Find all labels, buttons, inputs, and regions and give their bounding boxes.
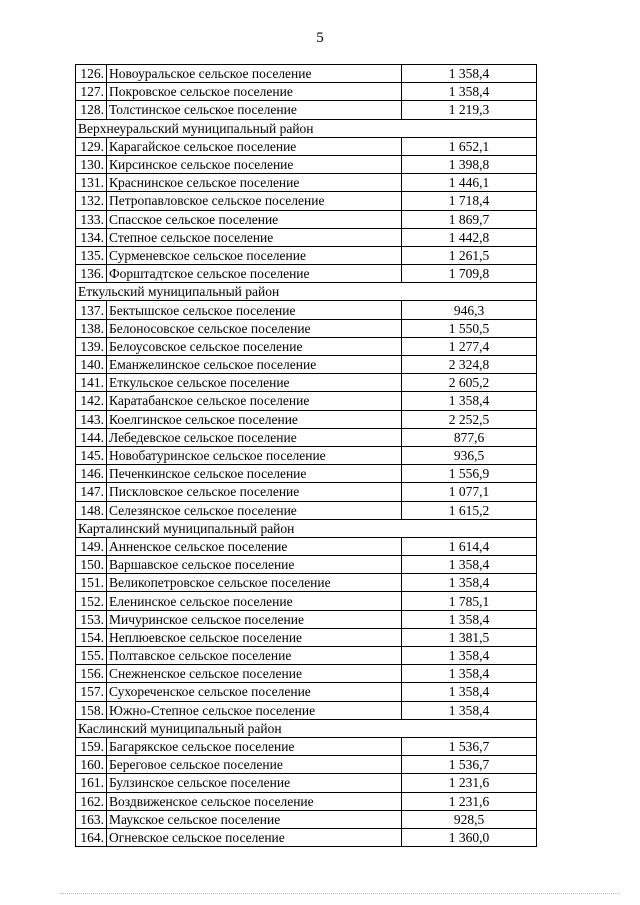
row-number: 157. — [76, 683, 107, 701]
settlement-value: 1 231,6 — [402, 792, 537, 810]
table-row — [76, 828, 537, 846]
settlement-value: 1 358,4 — [402, 610, 537, 628]
settlement-name: Кирсинское сельское поселение — [107, 155, 402, 173]
table-row — [76, 210, 537, 228]
table-row — [76, 246, 537, 264]
settlement-name: Бектышское сельское поселение — [107, 301, 402, 319]
settlement-name: Полтавское сельское поселение — [107, 647, 402, 665]
settlement-name: Великопетровское сельское поселение — [107, 574, 402, 592]
table-row — [76, 592, 537, 610]
settlement-value: 1 536,7 — [402, 737, 537, 755]
settlement-name: Анненское сельское поселение — [107, 537, 402, 555]
settlements-table — [75, 64, 537, 847]
row-number: 158. — [76, 701, 107, 719]
row-number: 159. — [76, 737, 107, 755]
table-row — [76, 647, 537, 665]
settlement-value: 2 324,8 — [402, 356, 537, 374]
table-row — [76, 446, 537, 464]
settlement-value: 1 077,1 — [402, 483, 537, 501]
table-row — [76, 483, 537, 501]
settlement-name: Новоуральское сельское поселение — [107, 65, 402, 83]
row-number: 136. — [76, 265, 107, 283]
table-body — [76, 65, 537, 847]
settlement-value: 1 785,1 — [402, 592, 537, 610]
row-number: 130. — [76, 155, 107, 173]
district-name: Верхнеуральский муниципальный район — [76, 119, 537, 137]
settlement-value: 1 652,1 — [402, 137, 537, 155]
settlement-value: 877,6 — [402, 428, 537, 446]
row-number: 146. — [76, 465, 107, 483]
settlement-value: 1 358,4 — [402, 83, 537, 101]
table-row — [76, 228, 537, 246]
page-number: 5 — [316, 30, 324, 46]
settlement-value: 1 709,8 — [402, 265, 537, 283]
settlement-value: 1 381,5 — [402, 628, 537, 646]
settlement-name: Булзинское сельское поселение — [107, 774, 402, 792]
settlement-value: 1 358,4 — [402, 647, 537, 665]
table-row — [76, 337, 537, 355]
row-number: 135. — [76, 246, 107, 264]
settlement-name: Варшавское сельское поселение — [107, 556, 402, 574]
table-row — [76, 356, 537, 374]
table-row — [76, 556, 537, 574]
settlement-name: Южно-Степное сельское поселение — [107, 701, 402, 719]
settlement-name: Неплюевское сельское поселение — [107, 628, 402, 646]
settlement-value: 1 536,7 — [402, 756, 537, 774]
row-number: 152. — [76, 592, 107, 610]
row-number: 156. — [76, 665, 107, 683]
table-row — [76, 737, 537, 755]
settlement-value: 1 446,1 — [402, 174, 537, 192]
row-number: 144. — [76, 428, 107, 446]
row-number: 131. — [76, 174, 107, 192]
row-number: 132. — [76, 192, 107, 210]
table-row — [76, 756, 537, 774]
settlement-value: 1 231,6 — [402, 774, 537, 792]
settlement-value: 1 358,4 — [402, 683, 537, 701]
settlement-name: Береговое сельское поселение — [107, 756, 402, 774]
settlement-value: 1 398,8 — [402, 155, 537, 173]
settlement-value: 1 358,4 — [402, 556, 537, 574]
settlement-value: 1 718,4 — [402, 192, 537, 210]
settlement-value: 1 360,0 — [402, 828, 537, 846]
row-number: 161. — [76, 774, 107, 792]
row-number: 126. — [76, 65, 107, 83]
table-row — [76, 83, 537, 101]
settlement-name: Маукское сельское поселение — [107, 810, 402, 828]
row-number: 148. — [76, 501, 107, 519]
settlement-name: Еткульское сельское поселение — [107, 374, 402, 392]
settlement-value: 1 442,8 — [402, 228, 537, 246]
settlement-name: Форштадтское сельское поселение — [107, 265, 402, 283]
row-number: 129. — [76, 137, 107, 155]
settlement-name: Лебедевское сельское поселение — [107, 428, 402, 446]
settlement-value: 1 615,2 — [402, 501, 537, 519]
settlement-name: Печенкинское сельское поселение — [107, 465, 402, 483]
settlement-name: Покровское сельское поселение — [107, 83, 402, 101]
row-number: 149. — [76, 537, 107, 555]
table-row — [76, 319, 537, 337]
settlement-name: Краснинское сельское поселение — [107, 174, 402, 192]
table-row — [76, 428, 537, 446]
table-row — [76, 301, 537, 319]
row-number: 155. — [76, 647, 107, 665]
district-name: Каслинский муниципальный район — [76, 719, 537, 737]
row-number: 145. — [76, 446, 107, 464]
table-row — [76, 65, 537, 83]
row-number: 137. — [76, 301, 107, 319]
settlement-value: 1 358,4 — [402, 574, 537, 592]
table-row — [76, 610, 537, 628]
page-bottom-edge — [60, 893, 620, 894]
district-header-row — [76, 719, 537, 737]
settlement-name: Степное сельское поселение — [107, 228, 402, 246]
settlement-name: Мичуринское сельское поселение — [107, 610, 402, 628]
row-number: 134. — [76, 228, 107, 246]
settlement-value: 928,5 — [402, 810, 537, 828]
row-number: 133. — [76, 210, 107, 228]
settlement-name: Селезянское сельское поселение — [107, 501, 402, 519]
row-number: 153. — [76, 610, 107, 628]
settlement-value: 1 869,7 — [402, 210, 537, 228]
settlement-value: 1 358,4 — [402, 665, 537, 683]
table-row — [76, 501, 537, 519]
settlement-value: 1 358,4 — [402, 701, 537, 719]
row-number: 154. — [76, 628, 107, 646]
table-row — [76, 265, 537, 283]
settlement-name: Карагайское сельское поселение — [107, 137, 402, 155]
district-name: Еткульский муниципальный район — [76, 283, 537, 301]
district-header-row — [76, 119, 537, 137]
settlement-name: Спасское сельское поселение — [107, 210, 402, 228]
settlement-name: Коелгинское сельское поселение — [107, 410, 402, 428]
table-row — [76, 628, 537, 646]
settlement-name: Пискловское сельское поселение — [107, 483, 402, 501]
row-number: 164. — [76, 828, 107, 846]
district-header-row — [76, 283, 537, 301]
settlement-value: 1 277,4 — [402, 337, 537, 355]
table-row — [76, 174, 537, 192]
row-number: 141. — [76, 374, 107, 392]
table-row — [76, 574, 537, 592]
settlement-value: 1 550,5 — [402, 319, 537, 337]
table-row — [76, 683, 537, 701]
row-number: 163. — [76, 810, 107, 828]
table-row — [76, 792, 537, 810]
table-row — [76, 410, 537, 428]
row-number: 127. — [76, 83, 107, 101]
table-row — [76, 537, 537, 555]
row-number: 147. — [76, 483, 107, 501]
settlement-name: Сурменевское сельское поселение — [107, 246, 402, 264]
settlement-name: Петропавловское сельское поселение — [107, 192, 402, 210]
settlement-name: Воздвиженское сельское поселение — [107, 792, 402, 810]
row-number: 160. — [76, 756, 107, 774]
settlement-name: Еманжелинское сельское поселение — [107, 356, 402, 374]
settlement-value: 1 614,4 — [402, 537, 537, 555]
row-number: 150. — [76, 556, 107, 574]
row-number: 138. — [76, 319, 107, 337]
table-row — [76, 810, 537, 828]
settlement-value: 946,3 — [402, 301, 537, 319]
settlement-name: Каратабанское сельское поселение — [107, 392, 402, 410]
table-row — [76, 192, 537, 210]
settlement-name: Огневское сельское поселение — [107, 828, 402, 846]
row-number: 151. — [76, 574, 107, 592]
settlement-value: 1 358,4 — [402, 65, 537, 83]
settlement-value: 936,5 — [402, 446, 537, 464]
settlement-name: Новобатуринское сельское поселение — [107, 446, 402, 464]
table-row — [76, 774, 537, 792]
table-row — [76, 374, 537, 392]
table-row — [76, 701, 537, 719]
row-number: 162. — [76, 792, 107, 810]
settlement-value: 1 556,9 — [402, 465, 537, 483]
table-row — [76, 665, 537, 683]
settlement-value: 2 605,2 — [402, 374, 537, 392]
settlement-name: Снежненское сельское поселение — [107, 665, 402, 683]
settlement-name: Багарякское сельское поселение — [107, 737, 402, 755]
settlement-value: 1 358,4 — [402, 392, 537, 410]
row-number: 128. — [76, 101, 107, 119]
settlement-name: Еленинское сельское поселение — [107, 592, 402, 610]
table-row — [76, 137, 537, 155]
table-row — [76, 155, 537, 173]
settlement-name: Белоусовское сельское поселение — [107, 337, 402, 355]
settlement-name: Сухореченское сельское поселение — [107, 683, 402, 701]
settlement-name: Толстинское сельское поселение — [107, 101, 402, 119]
row-number: 139. — [76, 337, 107, 355]
row-number: 143. — [76, 410, 107, 428]
settlement-value: 1 219,3 — [402, 101, 537, 119]
table-row — [76, 392, 537, 410]
settlement-name: Белоносовское сельское поселение — [107, 319, 402, 337]
settlement-value: 2 252,5 — [402, 410, 537, 428]
district-name: Карталинский муниципальный район — [76, 519, 537, 537]
row-number: 142. — [76, 392, 107, 410]
table-row — [76, 101, 537, 119]
district-header-row — [76, 519, 537, 537]
row-number: 140. — [76, 356, 107, 374]
table-row — [76, 465, 537, 483]
settlement-value: 1 261,5 — [402, 246, 537, 264]
